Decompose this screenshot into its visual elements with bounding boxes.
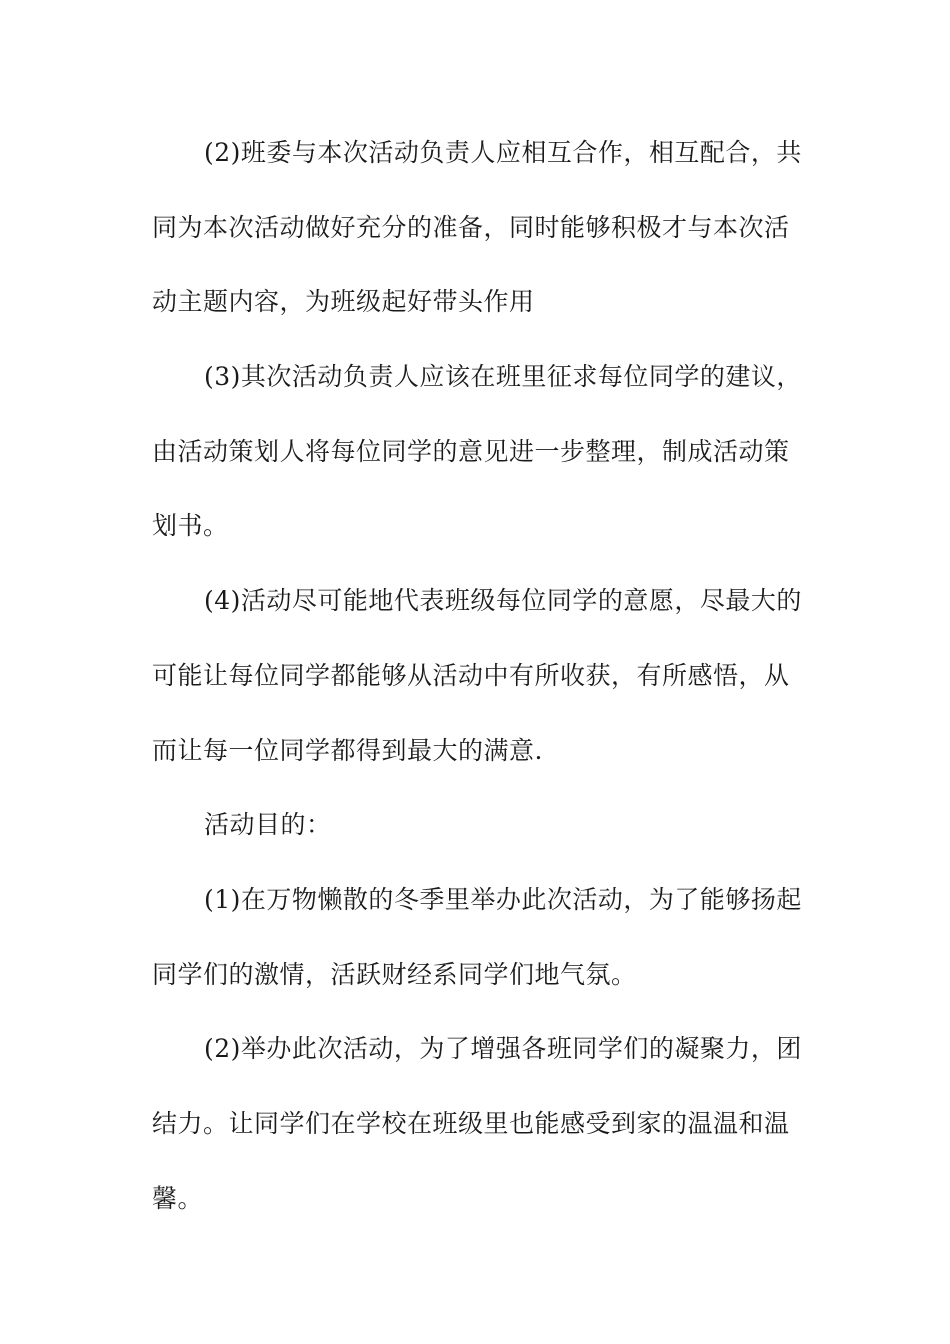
text-line: (1)在万物懒散的冬季里举办此次活动，为了能够扬起 [204, 884, 802, 914]
text-line: 同为本次活动做好充分的准备，同时能够积极才与本次活 [152, 212, 790, 242]
paragraph-purpose-cohesion [152, 1026, 812, 1250]
text-line: 而让每一位同学都得到最大的满意. [152, 735, 543, 765]
text-line: 可能让每位同学都能够从活动中有所收获，有所感悟，从 [152, 660, 790, 690]
text-line: 结力。让同学们在学校在班级里也能感受到家的温温和温 [152, 1108, 790, 1138]
text-line: 动主题内容，为班级起好带头作用 [152, 287, 535, 317]
text-line: (2)班委与本次活动负责人应相互合作，相互配合，共 [204, 138, 802, 167]
paragraph-represent-wishes [152, 578, 812, 802]
text-line: 由活动策划人将每位同学的意见进一步整理，制成活动策 [152, 436, 790, 466]
section-heading: 活动目的： [204, 810, 332, 840]
section-heading-activity-purpose [152, 802, 812, 877]
document-body [152, 130, 812, 1250]
text-line: (3)其次活动负责人应该在班里征求每位同学的建议， [204, 362, 802, 392]
paragraph-collect-suggestions [152, 354, 812, 578]
text-line: 划书。 [152, 511, 229, 541]
paragraph-class-committee-cooperation [152, 130, 812, 354]
text-line: 馨。 [152, 1183, 204, 1213]
text-line: (4)活动尽可能地代表班级每位同学的意愿，尽最大的 [204, 586, 802, 616]
text-line: 同学们的激情，活跃财经系同学们地气氛。 [152, 959, 637, 989]
text-line: (2)举办此次活动，为了增强各班同学们的凝聚力，团 [204, 1034, 802, 1064]
paragraph-purpose-enthusiasm [152, 877, 812, 1026]
